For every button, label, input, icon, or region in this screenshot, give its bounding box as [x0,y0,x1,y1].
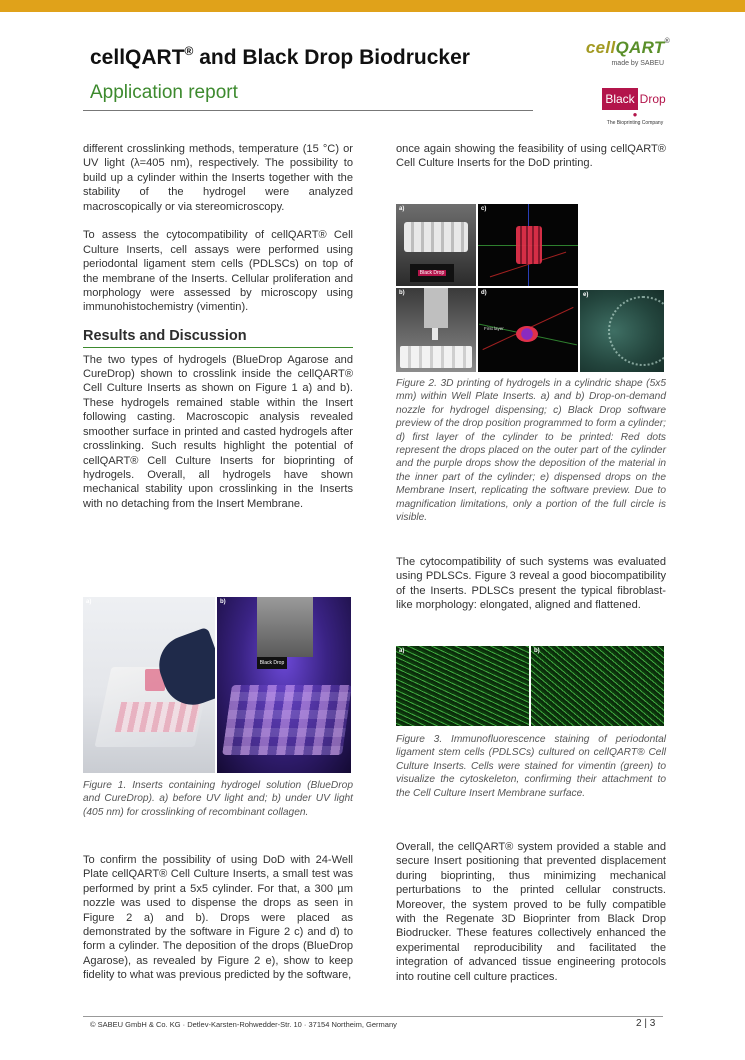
figure-1-panel-b: Black Drop b) [217,597,351,773]
section-heading: Results and Discussion [83,329,353,347]
page-title: cellQART® and Black Drop Biodrucker [90,44,470,69]
figure-1-panel-a: a) [83,597,215,773]
page-number: 2 | 3 [636,1018,656,1029]
figure-1 [83,597,351,773]
left-column-lower [83,853,353,983]
footer-divider [83,1016,663,1017]
figure-3-panel-b [531,646,664,726]
left-paragraph-2: To assess the cytocompatibility of cellQART® Cell Culture Inserts, cell assays were performed using periodontal ligament stem cells (PDLSCs) on top of the membrane of the Inserts. Cellular proliferation and morphology were assessed by microscopy using immunohistochemistry (vimentin). [83,229,353,314]
left-paragraph-1: different crosslinking methods, temperature (15 °C) or UV light (λ=405 nm), respectively. The possibility to build up a cylinder within the Inserts together with the stability of the hydrogel were analyzed macroscopically or via stereomicroscopy. [83,143,353,213]
figure-3-panel-a [396,646,529,726]
figure-3: a) b) [396,646,664,726]
figure-2-caption: Figure 2. 3D printing of hydrogels in a cylindric shape (5x5 mm) within Well Plate Inserts. a) and b) Drop-on-demand nozzle for hydrogel dispensing; c) Black Drop software preview of the drop position programmed to form a cylinder; d) first layer of the cylinder to be printed: Red dots represent the drops placed on the outer part of the cylinder and the purple drops show the deposition of the material in the inner part of the cylinder; e) dispensed drops on the Membrane Insert, replicating the software preview. Due to magnification limitations, only a portion of the full circle is visible. [396,378,666,524]
cellqart-logo: cellQART® made by SABEU [585,38,670,67]
top-accent-bar [0,0,745,12]
blackdrop-logo: Black Drop ● The Bioprinting Company [600,88,670,126]
left-paragraph-4: To confirm the possibility of using DoD with 24-Well Plate cellQART® Cell Culture Inserts, a small test was performed by print a 5x5 cylinder. For that, a 300 µm nozzle was used to dispense the drops as seen in Figure 2 a) and b). Drops were placed as demonstrated by the software in Figure 2 c) and d) to form a cylinder. The deposition of the drops (BlueDrop Agarose), as revealed by Figure 2 e), show to keep fidelity to what was previous predicted by the software, [83,854,353,982]
header-divider [83,110,533,111]
right-column-lower [396,840,666,984]
right-column-middle [396,555,666,613]
right-paragraph-1: once again showing the feasibility of using cellQART® Cell Culture Inserts for the DoD printing. [396,143,666,170]
right-paragraph-2: The cytocompatibility of such systems was evaluated using PDLSCs. Figure 3 reveal a good biocompatibility of the Inserts. PDLSCs present the typical fibroblast-like morphology: elongated, aligned and flattened. [396,556,666,612]
page-subtitle: Application report [90,82,238,103]
left-paragraph-3: The two types of hydrogels (BlueDrop Agarose and CureDrop) shown to crosslink inside the cellQART® Cell Culture Inserts as shown on Figure 1 a) and b). These hydrogels remained stable within the Insert following casting. Macroscopic analysis revealed smoother surface in printed and casted hydrogels after crosslinking. Such results highlight the potential of cellQART® Cell Culture Inserts for bioprinting of hydrogels. Overall, all hydrogels have shown mechanical stability upon crosslinking in the Inserts with no detaching from the Insert Membrane. [83,353,353,510]
figure-2-panel-e: e) [580,290,664,372]
right-column [396,142,666,171]
footer-address: © SABEU GmbH & Co. KG · Detlev-Karsten-Rohwedder-Str. 10 · 37154 Northeim, Germany [90,1020,397,1029]
figure-3-caption: Figure 3. Immunofluorescence staining of periodontal ligament stem cells (PDLSCs) cultured on cellQART® Cell Culture Inserts. Cells were stained for vimentin (green) to visualize the cytoskeleton, confirming their attachment to the Cell Culture Insert Membrane surface. [396,734,666,799]
figure-2-panel-a: Black Drop a) [396,204,476,286]
figure-1-caption: Figure 1. Inserts containing hydrogel solution (BlueDrop and CureDrop). a) before UV light and; b) under UV light (405 nm) for crosslinking of recombinant collagen. [83,780,353,818]
figure-2-panel-c: c) [478,204,578,286]
left-column [83,142,353,511]
figure-2-panel-b: b) [396,288,476,372]
figure-2 [396,204,664,372]
figure-2-panel-d: First layer d) [478,288,578,372]
right-paragraph-3: Overall, the cellQART® system provided a stable and secure Insert positioning that prevented displacement during bioprinting, thus minimizing mechanical perturbations to the printed cellular constructs. Moreover, the system proved to be fully compatible with the Regenate 3D Bioprinter from Black Drop Biodrucker. These features collectively enhanced the experimental reproducibility and facilitated the integration of advanced tissue engineering protocols into routine cell culture practices. [396,841,666,983]
